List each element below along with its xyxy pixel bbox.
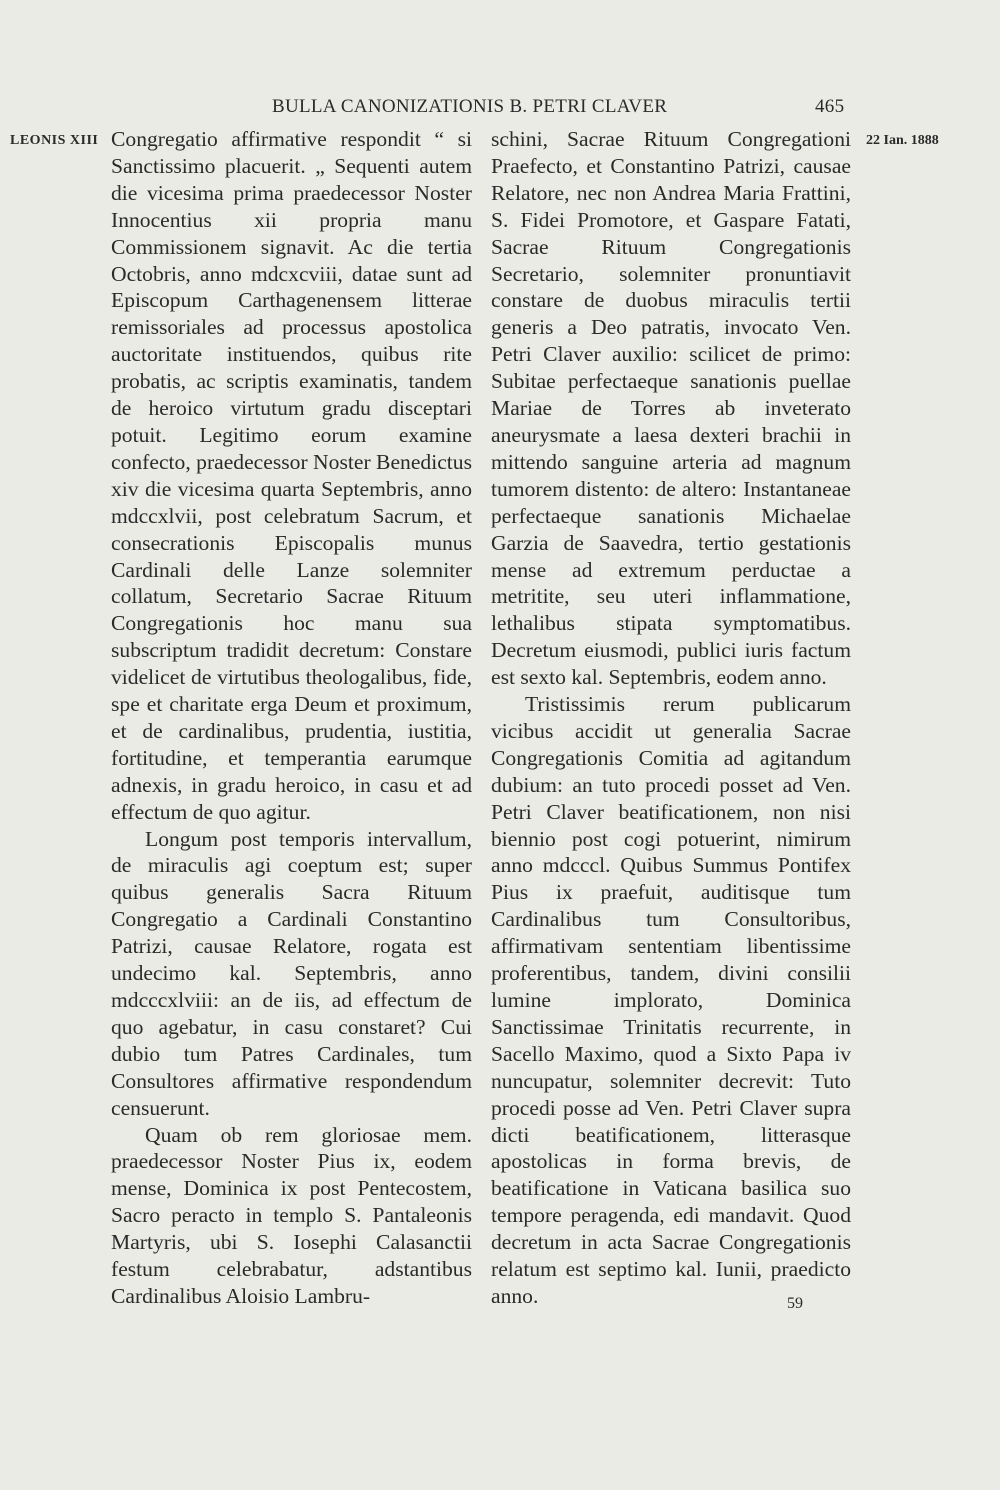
right-column: [491, 126, 851, 1310]
left-paragraph-3: Quam ob rem gloriosae mem. praedecessor Noster Pius ix, eodem mense, Dominica ix post Pentecostem, Sacro peracto in templo S. Pantaleonis Martyris, ubi S. Iosephi Calasanctii festum celebrabatur, adstantibus Cardinalibus Aloisio Lambru-: [111, 1122, 472, 1308]
left-paragraph-1: Congregatio affirmative respondit “ si Sanctissimo placuerit. „ Sequenti autem die vicesima prima praedecessor Noster Innocentius xii propria manu Commissionem signavit. Ac die tertia Octobris, anno mdcxcviii, datae sunt ad Episcopum Carthagenensem litterae remissoriales ad processus apostolica auctoritate instituendos, quibus rite probatis, ac scriptis examinatis, tandem de heroico virtutum gradu disceptari potuit. Legitimo eorum examine confecto, praedecessor Noster Benedictus xiv die vicesima quarta Septembris, anno mdccxlvii, post celebratum Sacrum, et consecrationis Episcopalis munus Cardinali delle Lanze solemniter collatum, Secretario Sacrae Rituum Congregationis hoc manu sua subscriptum tradidit decretum: Constare videlicet de virtutibus theologalibus, fide, spe et charitate erga Deum et proximum, et de cardinalibus, prudentia, iustitia, fortitudine, et temperantia earumque adnexis, in gradu heroico, in casu et ad effectum de quo agitur.: [111, 127, 472, 824]
signature-number: 59: [787, 1295, 803, 1312]
running-title: BULLA CANONIZATIONIS B. PETRI CLAVER: [272, 96, 668, 117]
running-header: [0, 96, 1000, 126]
page-number: 465: [815, 96, 845, 117]
right-paragraph-1: schini, Sacrae Rituum Congregationi Praefecto, et Constantino Patrizi, causae Relatore, nec non Andrea Maria Frattini, S. Fidei Promotore, et Gaspare Fatati, Sacrae Rituum Congregationis Secretario, solemniter pronuntiavit constare de duobus miraculis tertii generis a Deo patratis, invocato Ven. Petri Claver auxilio: scilicet de primo: Subitae perfectaeque sanationis puellae Mariae de Torres ab inveterato aneurysmate a laesa dexteri brachii in mittendo sanguine arteria ad magnum tumorem distento: de altero: Instantaneae perfectaeque sanationis Michaelae Garzia de Saavedra, tertio gestationis mense ad extremum perductae a metritite, seu uteri inflammatione, lethalibus stipata symptomatibus. Decretum eiusmodi, publici iuris factum est sexto kal. Septembris, eodem anno.: [491, 127, 851, 690]
margin-pope-label: LEONIS XIII: [10, 133, 99, 148]
right-paragraph-2: Tristissimis rerum publicarum vicibus accidit ut generalia Sacrae Congregationis Comitia ad agitandum dubium: an tuto procedi posset ad Ven. Petri Claver beatificationem, non nisi biennio post cogi potuerint, nimirum anno mdcccl. Quibus Summus Pontifex Pius ix praefuit, auditisque tum Cardinalibus tum Consultoribus, affirmativam sententiam libentissime proferentibus, tandem, divini consilii lumine implorato, Dominica Sanctissimae Trinitatis recurrente, in Sacello Maximo, quod a Sixto Papa iv nuncupatur, solemniter decrevit: Tuto procedi posse ad Ven. Petri Claver supra dicti beatificationem, litterasque apostolicas in forma brevis, de beatificatione in Vaticana basilica suo tempore peragenda, edi mandavit. Quod decretum in acta Sacrae Congregationis relatum est septimo kal. Iunii, praedicto anno.: [491, 692, 851, 1308]
left-column: [111, 126, 472, 1310]
margin-date: 22 Ian. 1888: [866, 133, 939, 148]
left-paragraph-2: Longum post temporis intervallum, de miraculis agi coeptum est; super quibus generalis Sacra Rituum Congregatio a Cardinali Constantino Patrizi, causae Relatore, rogata est undecimo kal. Septembris, anno mdcccxlviii: an de iis, ad effectum de quo agebatur, in casu constaret? Cui dubio tum Patres Cardinales, tum Consultores affirmative respondendum censuerunt.: [111, 826, 472, 1120]
